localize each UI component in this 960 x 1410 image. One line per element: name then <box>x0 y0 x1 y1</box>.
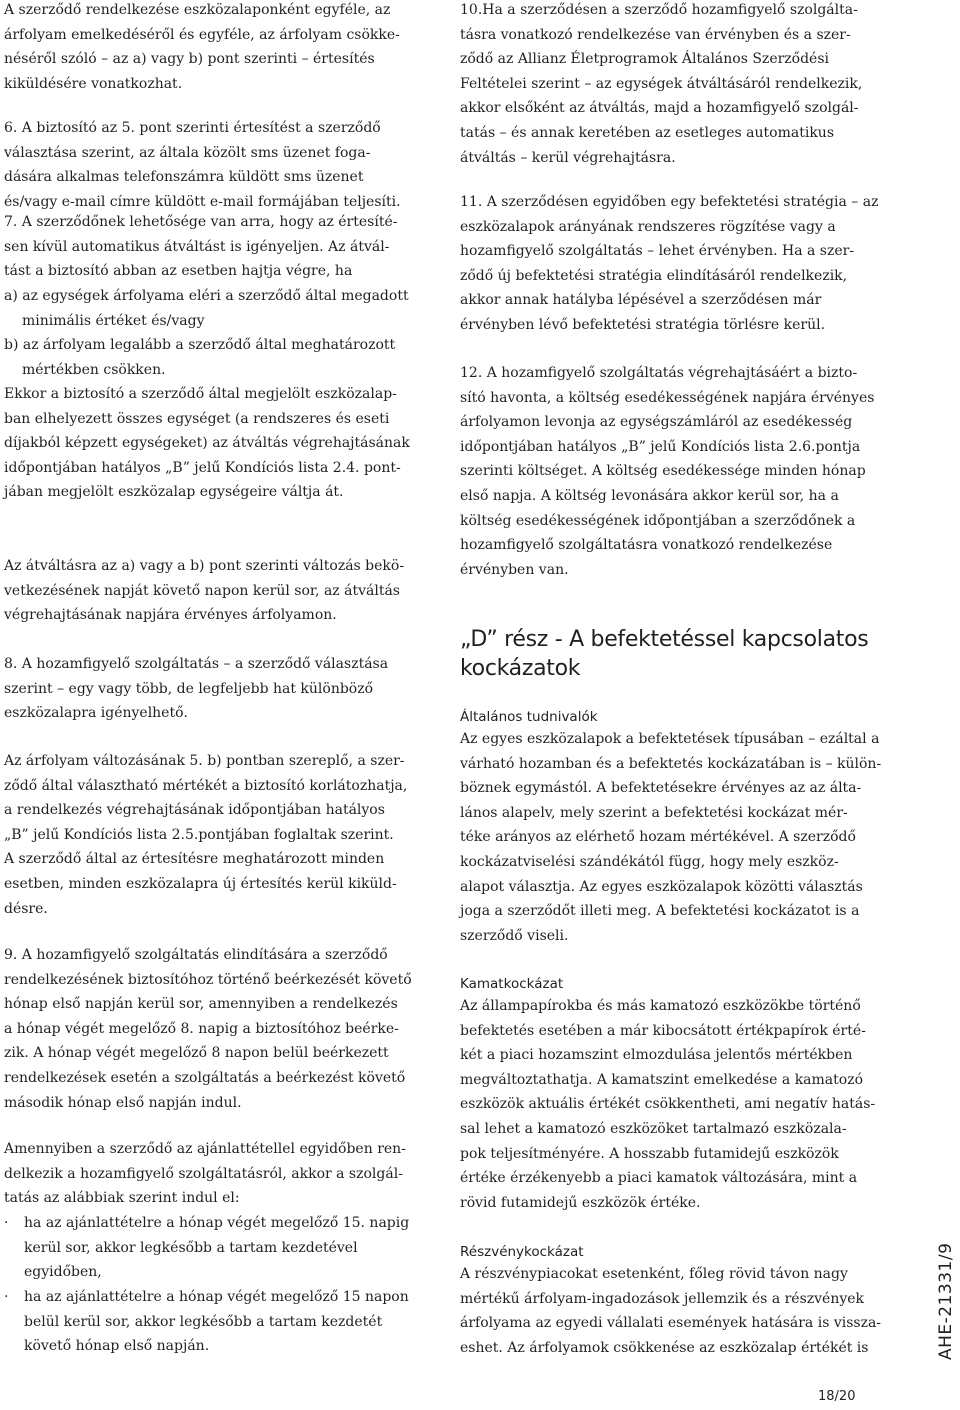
section-8-limit-line: a rendelkezés végrehajtásának időpontjában hatályos <box>4 802 385 819</box>
section-7b-line: mértékben csökken. <box>22 361 166 378</box>
general-info-heading: Általános tudnivalók <box>460 709 598 725</box>
general-info-line: lános alapelv, mely szerint a befektetési kockázat mér- <box>460 804 848 821</box>
section-10-line: átváltás – kerül végrehajtásra. <box>460 149 676 166</box>
section-11-line: ződő új befektetési stratégia elindításáról rendelkezik, <box>460 267 848 284</box>
section-6-line: választása szerint, az általa közölt sms üzenet foga- <box>4 144 371 161</box>
section-10-line: Feltételei szerint – az egységek átváltásáról rendelkezik, <box>460 75 863 92</box>
interest-risk-line: két a piaci hozamszint elmozdulása jelentős mértékben <box>460 1047 853 1064</box>
general-info-line: joga a szerződőt illeti meg. A befektetési kockázatot is a <box>460 903 860 920</box>
section-12-line: első napja. A költség levonására akkor kerül sor, ha a <box>460 488 839 504</box>
section-10-line: tásra vonatkozó rendelkezése van érvényben és a szer- <box>460 26 851 43</box>
page-number: 18/20 <box>818 1389 856 1404</box>
section-8-line: eszközalapra igényelhető. <box>4 705 188 722</box>
section-12-line: időpontjában hatályos „B” jelű Kondíciós lista 2.6.pontja <box>460 438 861 455</box>
bullet-item-line: követő hónap első napján. <box>24 1338 210 1355</box>
section-12-line: árfolyamon levonja az egységszámláról az esedékesség <box>460 414 853 431</box>
bullet-item-line: ha az ajánlattételre a hónap végét megelőző 15. napig <box>24 1215 410 1231</box>
section-12-line: hozamfigyelő szolgáltatásra vonatkozó rendelkezése <box>460 537 833 554</box>
section-9-start-line: tatás az alábbiak szerint indul el: <box>4 1190 240 1207</box>
interest-risk-line: eszközök aktuális értékét csökkentheti, ami negatív hatás- <box>460 1096 876 1113</box>
bullet-item-line: belül kerül sor, akkor legkésőbb a tartam kezdetét <box>24 1313 383 1330</box>
section-7-exchange-line: vetkezésének napját követő napon kerül sor, az átváltás <box>4 582 400 599</box>
equity-risk-line: mértékű árfolyam-ingadozások jellemzik és a részvények <box>460 1290 865 1307</box>
section-9-start-line: delkezik a hozamfigyelő szolgáltatásról, akkor a szolgál- <box>4 1165 403 1182</box>
section-9-start-line: Amennyiben a szerződő az ajánlattétellel egyidőben ren- <box>4 1141 406 1157</box>
section-10-line: tatás – és annak keretében az esetleges automatikus <box>460 125 835 141</box>
section-6-line: dására alkalmas telefonszámra küldött sms üzenet <box>4 169 364 186</box>
general-info-line: szerződő viseli. <box>460 927 569 944</box>
section-10-line: ződő az Allianz Életprogramok Általános Szerződési <box>460 51 830 68</box>
section-11-line: eszközalapok arányának rendszeres rögzítése vagy a <box>460 218 836 235</box>
equity-risk-line: árfolyama az egyedi vállalati események hatására is vissza- <box>460 1315 882 1332</box>
section-7-cont-line: díjakból képzett egységeket) az átváltás végrehajtásának <box>4 435 410 452</box>
general-info-line: Az egyes eszközalapok a befektetések típusában – ezáltal a <box>460 731 880 747</box>
section-9-line: zik. A hónap végét megelőző 8 napon belül beérkezett <box>4 1045 389 1062</box>
interest-risk-line: Az állampapírokba és más kamatozó eszközökbe történő <box>460 998 861 1014</box>
section-9-line: a hónap végét megelőző 8. napig a biztosítóhoz beérke- <box>4 1020 399 1037</box>
section-7-exchange-line: végrehajtásának napjára érvényes árfolyamon. <box>4 607 337 624</box>
interest-risk-heading: Kamatkockázat <box>460 976 564 992</box>
section-10-line: 10.Ha a szerződésen a szerződő hozamfigyelő szolgálta- <box>460 2 858 18</box>
section-7-line: sen kívül automatikus átváltást is igényeljen. Az átvál- <box>4 238 390 255</box>
section-12-line: szerinti költséget. A költség esedékessége minden hónap <box>460 463 866 480</box>
section-9-line: második hónap első napján indul. <box>4 1094 242 1111</box>
document-code: AHE-21331/9 <box>936 1242 956 1360</box>
section-12-line: 12. A hozamfigyelő szolgáltatás végrehajtásáért a bizto- <box>460 365 858 381</box>
section-8-limit-line: Az árfolyam változásának 5. b) pontban szereplő, a szer- <box>4 753 405 769</box>
general-info-line: böznek egymástól. A befektetésekre érvényes az az álta- <box>460 780 862 797</box>
section-8-limit-line: A szerződő által az értesítésre meghatározott minden <box>4 851 385 868</box>
general-info-line: kockázatviselési szándékától függ, hogy mely eszköz- <box>460 854 839 870</box>
bullet-item-line: kerül sor, akkor legkésőbb a tartam kezdetével <box>24 1239 358 1256</box>
bullet-dot: · <box>4 1215 9 1231</box>
section-7-cont-line: időpontjában hatályos „B” jelű Kondíciós lista 2.4. pont- <box>4 459 401 476</box>
intro-paragraph-line: árfolyam emelkedéséről és egyféle, az árfolyam csökke- <box>4 26 400 43</box>
interest-risk-line: rövid futamidejű eszközök értéke. <box>460 1194 701 1211</box>
bullet-dot: · <box>4 1289 9 1305</box>
section-7-line: tást a biztosító abban az esetben hajtja végre, ha <box>4 263 353 280</box>
section-11-line: hozamfigyelő szolgáltatás – lehet érvényben. Ha a szer- <box>460 243 855 260</box>
equity-risk-line: eshet. Az árfolyamok csökkenése az eszközalap értékét is <box>460 1339 869 1356</box>
section-9-line: rendelkezésének biztosítóhoz történő beérkezését követő <box>4 971 412 988</box>
section-7-exchange-line: Az átváltásra az a) vagy a b) pont szerinti változás bekö- <box>4 558 405 574</box>
section-11-line: 11. A szerződésen egyidőben egy befektetési stratégia – az <box>460 194 879 210</box>
section-11-line: akkor annak hatályba lépésével a szerződésen már <box>460 292 822 309</box>
equity-risk-heading: Részvénykockázat <box>460 1244 584 1260</box>
general-info-line: téke arányos az elérhető hozam mértékével. A szerződő <box>460 829 856 846</box>
intro-paragraph-line: néséről szóló – az a) vagy b) pont szerinti – értesítés <box>4 51 375 68</box>
intro-paragraph-line: A szerződő rendelkezése eszközalaponként egyféle, az <box>4 2 391 18</box>
section-12-line: költség esedékességének időpontjában a szerződőnek a <box>460 512 856 529</box>
equity-risk-line: A részvénypiacokat esetenként, főleg rövid távon nagy <box>460 1266 848 1282</box>
section-9-line: 9. A hozamfigyelő szolgáltatás elindítására a szerződő <box>4 947 388 963</box>
section-7-line: 7. A szerződőnek lehetősége van arra, hogy az értesíté- <box>4 214 398 230</box>
section-9-line: rendelkezések esetén a szolgáltatás a beérkezést követő <box>4 1070 406 1086</box>
bullet-item-line: ha az ajánlattételre a hónap végét megelőző 15 napon <box>24 1289 409 1305</box>
interest-risk-line: értéke érzékenyebb a piaci kamatok változására, mint a <box>460 1170 858 1187</box>
section-7a-line: minimális értéket és/vagy <box>22 312 205 329</box>
interest-risk-line: sal lehet a kamatozó eszközöket tartalmazó eszközala- <box>460 1121 847 1137</box>
interest-risk-line: befektetés esetében a már kibocsátott értékpapírok érté- <box>460 1022 866 1039</box>
section-8-limit-line: esetben, minden eszközalapra új értesítés kerül kiküld- <box>4 876 397 892</box>
section-12-line: sító havonta, a költség esedékességének napjára érvényes <box>460 389 875 406</box>
interest-risk-line: pok teljesítményére. A hosszabb futamidejű eszközök <box>460 1145 839 1162</box>
general-info-line: alapot választja. Az egyes eszközalapok közötti választás <box>460 878 863 895</box>
general-info-line: várható hozamban és a befektetés kockázatában is – külön- <box>460 755 882 772</box>
intro-paragraph-line: kiküldésére vonatkozhat. <box>4 75 183 92</box>
section-7-cont-line: Ekkor a biztosító a szerződő által megjelölt eszközalap- <box>4 386 397 402</box>
section-12-line: érvényben van. <box>460 561 569 578</box>
interest-risk-line: megváltoztathatja. A kamatszint emelkedése a kamatozó <box>460 1071 863 1088</box>
section-6-line: és/vagy e-mail címre küldött e-mail formájában teljesíti. <box>4 193 401 210</box>
section-10-line: akkor elsőként az átváltás, majd a hozamfigyelő szolgál- <box>460 100 859 117</box>
bullet-item-line: egyidőben, <box>24 1264 102 1281</box>
part-d-heading: „D” rész - A befektetéssel kapcsolatos <box>460 627 869 652</box>
section-8-limit-line: ződő által választható mértékét a biztosító korlátozhatja, <box>4 777 408 794</box>
section-8-limit-line: désre. <box>4 900 48 917</box>
section-6-line: 6. A biztosító az 5. pont szerinti értesítést a szerződő <box>4 120 381 136</box>
section-8-line: 8. A hozamfigyelő szolgáltatás – a szerződő választása <box>4 656 389 672</box>
part-d-heading: kockázatok <box>460 656 581 681</box>
section-8-limit-line: „B” jelű Kondíciós lista 2.5.pontjában foglaltak szerint. <box>4 826 394 843</box>
section-7b-line: b) az árfolyam legalább a szerződő által meghatározott <box>4 337 396 353</box>
section-9-line: hónap első napján kerül sor, amennyiben a rendelkezés <box>4 996 398 1013</box>
section-8-line: szerint – egy vagy több, de legfeljebb hat különböző <box>4 680 374 697</box>
section-7-cont-line: ban elhelyezett összes egységet (a rendszeres és eseti <box>4 410 390 427</box>
section-7a-line: a) az egységek árfolyama eléri a szerződő által megadott <box>4 288 409 304</box>
section-7-cont-line: jában megjelölt eszközalap egységeire váltja át. <box>4 484 344 501</box>
section-11-line: érvényben lévő befektetési stratégia törlésre kerül. <box>460 317 826 333</box>
